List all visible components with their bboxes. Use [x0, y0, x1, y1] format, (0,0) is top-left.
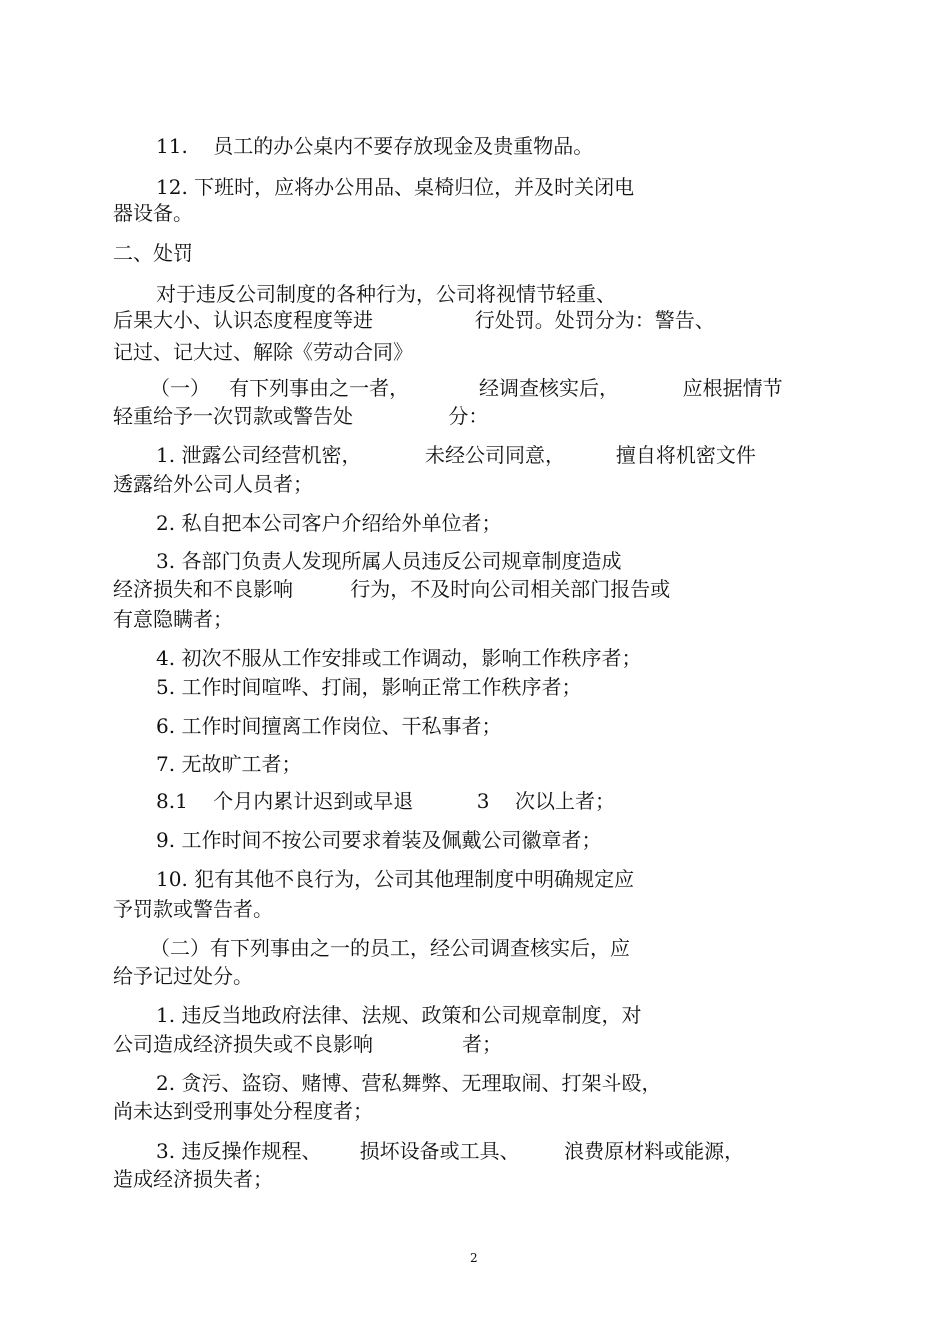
text-line-rule-10: 10. 犯有其他不良行为，公司其他理制度中明确规定应 [156, 867, 635, 891]
text-line-rule-8: 8.1 个月内累计迟到或早退 3 次以上者； [156, 789, 615, 813]
text-line-intro-cont-2: 记过、记大过、解除《劳动合同》 [113, 340, 413, 364]
text-line-intro-cont-1: 后果大小、认识态度程度等进 行处罚。处罚分为：警告、 [113, 308, 715, 332]
text-line-rule-9: 9. 工作时间不按公司要求着装及佩戴公司徽章者； [156, 828, 602, 852]
section-heading-penalty: 二、处罚 [113, 241, 193, 265]
text-line-rule-5: 5. 工作时间喧哗、打闹，影响正常工作秩序者； [156, 675, 582, 699]
subsection-heading-1-cont: 轻重给予一次罚款或警告处 分： [113, 404, 489, 428]
text-line-rule-2-3: 3. 违反操作规程、 损坏设备或工具、 浪费原材料或能源， [156, 1139, 745, 1163]
text-line-rule-2-2-cont: 尚未达到受刑事处分程度者； [113, 1099, 373, 1123]
text-line-rule-10-cont: 予罚款或警告者。 [113, 897, 273, 921]
text-line-rule-3-cont-1: 经济损失和不良影响 行为，不及时向公司相关部门报告或 [113, 577, 671, 601]
text-line-item-12: 12. 下班时，应将办公用品、桌椅归位，并及时关闭电 [156, 175, 635, 199]
text-line-rule-2-1: 1. 违反当地政府法律、法规、政策和公司规章制度，对 [156, 1003, 642, 1027]
text-line-rule-3: 3. 各部门负责人发现所属人员违反公司规章制度造成 [156, 549, 622, 573]
text-line-rule-1-cont: 透露给外公司人员者； [113, 472, 313, 496]
text-line-rule-2-3-cont: 造成经济损失者； [113, 1167, 273, 1191]
text-line-rule-2-2: 2. 贪污、盗窃、赌博、营私舞弊、无理取闹、打架斗殴， [156, 1071, 662, 1095]
text-line-rule-3-cont-2: 有意隐瞒者； [113, 607, 233, 631]
text-line-rule-2: 2. 私自把本公司客户介绍给外单位者； [156, 511, 502, 535]
text-line-item-12-cont: 器设备。 [113, 201, 193, 225]
text-line-rule-4: 4. 初次不服从工作安排或工作调动，影响工作秩序者； [156, 646, 642, 670]
subsection-heading-2-cont: 给予记过处分。 [113, 964, 253, 988]
text-line-rule-7: 7. 无故旷工者； [156, 752, 302, 776]
text-line-rule-2-1-cont: 公司造成经济损失或不良影响 者； [113, 1032, 503, 1056]
subsection-heading-1: （一） 有下列事由之一者， 经调查核实后， 应根据情节 [150, 376, 783, 400]
text-line-rule-1: 1. 泄露公司经营机密， 未经公司同意， 擅自将机密文件 [156, 443, 756, 467]
text-line-intro: 对于违反公司制度的各种行为，公司将视情节轻重、 [156, 282, 616, 306]
text-line-item-11: 11. 员工的办公桌内不要存放现金及贵重物品。 [156, 134, 594, 158]
subsection-heading-2: （二）有下列事由之一的员工，经公司调查核实后，应 [150, 936, 630, 960]
page-number: 2 [470, 1251, 478, 1265]
text-line-rule-6: 6. 工作时间擅离工作岗位、干私事者； [156, 714, 502, 738]
